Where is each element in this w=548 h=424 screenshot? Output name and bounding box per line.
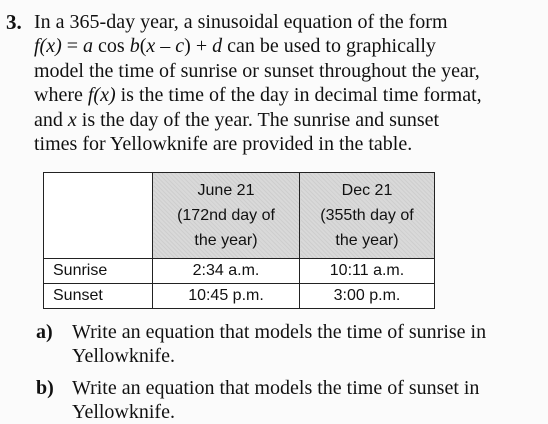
var-c: c (175, 35, 185, 58)
question-number: 3. (6, 10, 22, 34)
var-x: x (67, 108, 77, 131)
table-corner-cell (44, 173, 153, 259)
row-label-sunrise: Sunrise (44, 259, 153, 284)
header-june-21: June 21 (172nd day of the year) (153, 173, 300, 259)
table-header-row (44, 173, 435, 259)
function-notation: f(x) (87, 84, 116, 107)
sunrise-june: 2:34 a.m. (153, 259, 300, 284)
part-a-text: Write an equation that models the time of sunrise in Yellowknife. (72, 321, 487, 367)
question-line-4: where f(x) is the time of the day in decimal time format, (34, 84, 482, 107)
sunset-june: 10:45 p.m. (153, 284, 300, 309)
question-line-2: f(x) = a cos b(x – c) + d can be used to graphically (34, 35, 436, 58)
question-line-5: and x is the day of the year. The sunrise and sunset (34, 108, 440, 131)
var-x: x (146, 35, 156, 58)
table-row (44, 259, 435, 284)
part-b-label: b) (36, 377, 54, 399)
question-line-3: model the time of sunrise or sunset throughout the year, (34, 59, 480, 82)
part-a-label: a) (36, 321, 53, 343)
question-line-6: times for Yellowknife are provided in the table. (34, 133, 413, 156)
function-notation: f(x) (34, 35, 62, 58)
sunset-dec: 3:00 p.m. (300, 284, 435, 309)
header-dec-21: Dec 21 (355th day of the year) (300, 173, 435, 259)
row-label-sunset: Sunset (44, 284, 153, 309)
sunrise-sunset-table (43, 172, 435, 309)
question-text (34, 10, 542, 156)
table-row (44, 284, 435, 309)
var-b: b (129, 35, 140, 58)
var-a: a (83, 35, 94, 58)
part-b-text: Write an equation that models the time of sunset in Yellowknife. (72, 377, 480, 423)
sunrise-dec: 10:11 a.m. (300, 259, 435, 284)
var-d: d (212, 35, 223, 58)
question-line-1: In a 365-day year, a sinusoidal equation of the form (34, 11, 448, 33)
